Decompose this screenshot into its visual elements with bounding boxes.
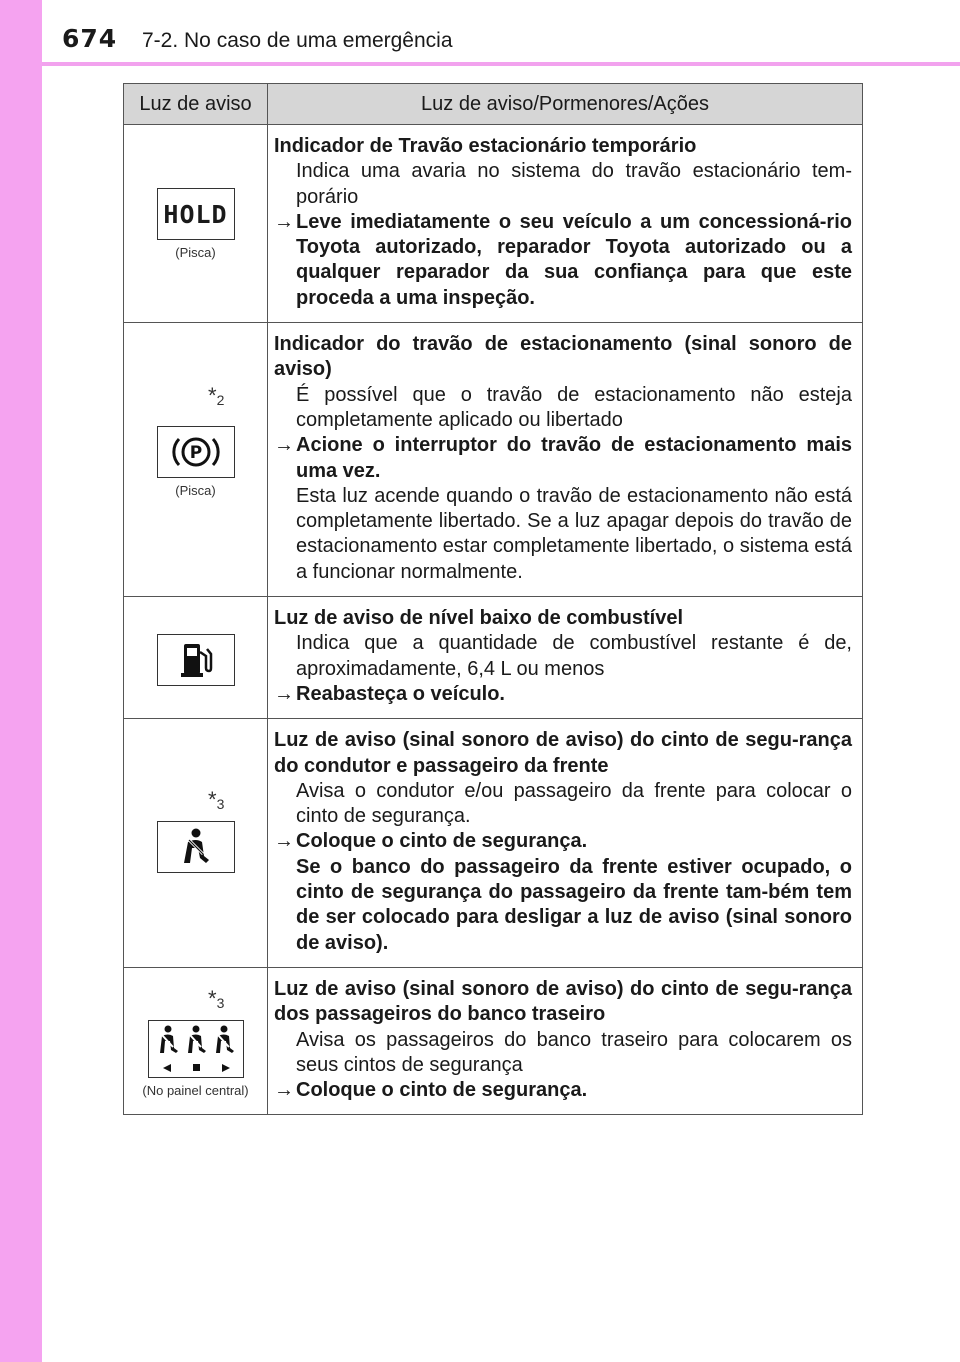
seatbelt-icon	[157, 821, 235, 873]
icon-cell	[124, 967, 268, 1114]
light-action	[274, 210, 852, 311]
action-text: Acione o interruptor do travão de estacionamento mais uma vez.	[296, 434, 852, 482]
table-row	[124, 719, 863, 968]
light-action	[274, 433, 852, 484]
rear-seatbelts-icon	[148, 1020, 244, 1078]
table-row	[124, 125, 863, 323]
arrow-icon: →	[274, 1079, 294, 1102]
light-action	[274, 829, 852, 854]
icon-caption: (Pisca)	[175, 245, 216, 260]
icon-cell	[124, 125, 268, 323]
icon-caption: (No painel central)	[142, 1082, 249, 1098]
light-description: É possível que o travão de estacionamento não esteja completamente aplicado ou libertado	[296, 383, 852, 431]
fuel-pump-icon	[157, 634, 235, 686]
table-row	[124, 323, 863, 597]
light-description: Indica uma avaria no sistema do travão estacionário tem-porário	[296, 160, 852, 208]
icon-cell	[124, 719, 268, 968]
light-title: Luz de aviso de nível baixo de combustível	[274, 607, 684, 630]
light-title: Luz de aviso (sinal sonoro de aviso) do cinto de segu-rança dos passageiros do banco traseiro	[274, 977, 852, 1026]
hold-icon-text: HOLD	[163, 199, 228, 229]
table-header-row	[124, 84, 863, 125]
action-text: Coloque o cinto de segurança.	[296, 1079, 588, 1102]
column-header-light: Luz de aviso	[124, 84, 268, 125]
light-note: Esta luz acende quando o travão de estacionamento não está completamente libertado. Se a luz apagar depois do travão de estacionamento estar completamente libertado, o sistema está a funcionar normalmente.	[296, 484, 852, 583]
arrow-icon: →	[274, 682, 294, 705]
arrow-icon: →	[274, 830, 294, 853]
footnote-marker: $*_3$	[208, 985, 225, 1011]
table-row	[124, 967, 863, 1114]
hold-icon	[157, 188, 235, 240]
light-description: Avisa o condutor e/ou passageiro da frente para colocar o cinto de segurança.	[296, 779, 852, 828]
icon-caption: (Pisca)	[175, 483, 216, 499]
action-subtext: Se o banco do passageiro da frente estiver ocupado, o cinto de segurança do passageiro da frente tam-bém tem de ser colocado para desligar a luz de aviso (sinal sonoro de aviso).	[296, 855, 852, 954]
arrow-icon: →	[274, 434, 294, 457]
light-title: Indicador do travão de estacionamento (sinal sonoro de aviso)	[274, 333, 852, 381]
details-cell	[268, 323, 863, 597]
margin-strip	[0, 0, 42, 1362]
footnote-marker: $*_2$	[208, 383, 225, 409]
footnote-marker: $*_3$	[208, 787, 225, 813]
page-number: 674	[62, 24, 118, 53]
icon-cell	[124, 597, 268, 719]
section-title: 7-2. No caso de uma emergência	[142, 29, 453, 52]
warning-lights-table	[123, 83, 863, 1115]
details-cell	[268, 125, 863, 323]
table-row	[124, 597, 863, 719]
action-text: Reabasteça o veículo.	[296, 682, 505, 705]
arrow-icon: →	[274, 210, 294, 233]
svg-text:P: P	[189, 443, 202, 464]
details-cell	[268, 719, 863, 968]
light-description: Indica que a quantidade de combustível restante é de, aproximadamente, 6,4 L ou menos	[296, 632, 852, 680]
light-action	[274, 1078, 852, 1103]
action-text: Coloque o cinto de segurança.	[296, 830, 588, 853]
light-title: Luz de aviso (sinal sonoro de aviso) do cinto de segu-rança do condutor e passageiro da frente	[274, 729, 852, 777]
column-header-details: Luz de aviso/Pormenores/Ações	[268, 84, 863, 125]
details-cell	[268, 597, 863, 719]
light-action	[274, 682, 852, 707]
light-description: Avisa os passageiros do banco traseiro para colocarem os seus cintos de segurança	[296, 1028, 852, 1076]
margin-strip-top	[0, 0, 42, 66]
icon-cell	[124, 323, 268, 597]
action-text: Leve imediatamente o seu veículo a um concessioná-rio Toyota autorizado, reparador Toyota autorizado ou a qualquer reparador da sua confiança para que este proceda a uma inspeção.	[296, 210, 852, 309]
details-cell	[268, 967, 863, 1114]
light-title: Indicador de Travão estacionário temporário	[274, 135, 697, 157]
parking-brake-icon	[157, 426, 235, 478]
